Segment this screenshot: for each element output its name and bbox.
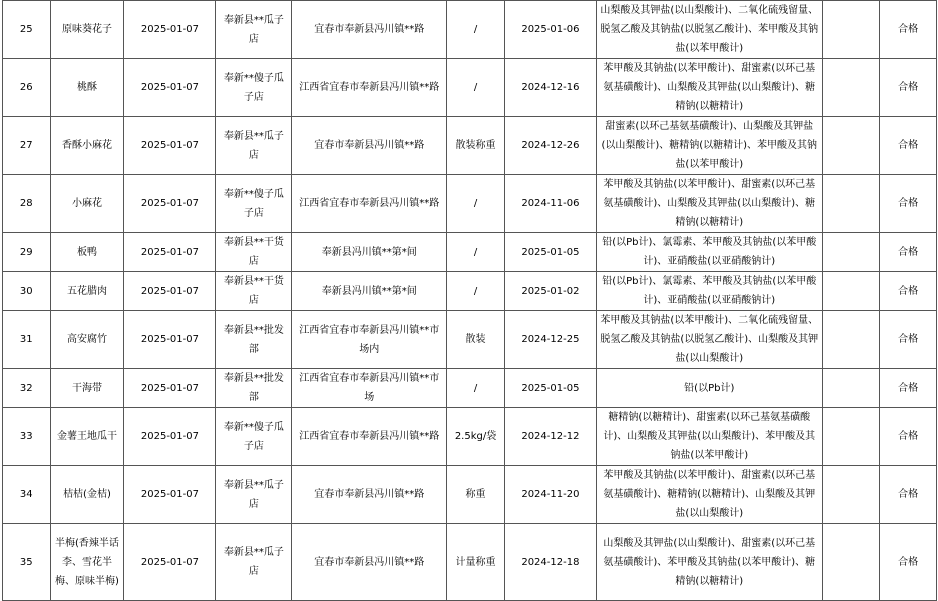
production-date: 2024-12-26 xyxy=(504,117,596,175)
table-row xyxy=(3,175,937,233)
sampling-date: 2025-01-07 xyxy=(124,466,216,524)
test-items: 苯甲酸及其钠盐(以苯甲酸计)、甜蜜素(以环己基氨基磺酸计)、山梨酸及其钾盐(以山梨酸计)、糖精钠(以糖精计) xyxy=(596,59,822,117)
blank-cell xyxy=(822,117,880,175)
result-status: 合格 xyxy=(880,408,937,466)
specification: 散装称重 xyxy=(447,117,505,175)
blank-cell xyxy=(822,59,880,117)
test-items: 糖精钠(以糖精计)、甜蜜素(以环己基氨基磺酸计)、山梨酸及其钾盐(以山梨酸计)、苯甲酸及其钠盐(以苯甲酸计) xyxy=(596,408,822,466)
result-status: 合格 xyxy=(880,59,937,117)
sampling-date: 2025-01-07 xyxy=(124,117,216,175)
sampling-date: 2025-01-07 xyxy=(124,408,216,466)
row-number: 25 xyxy=(3,1,51,59)
product-name: 半梅(香辣半话李、雪花半梅、原味半梅) xyxy=(50,524,124,601)
blank-cell xyxy=(822,233,880,272)
specification: 计量称重 xyxy=(447,524,505,601)
blank-cell xyxy=(822,369,880,408)
test-items: 山梨酸及其钾盐(以山梨酸计)、二氧化硫残留量、脱氢乙酸及其钠盐(以脱氢乙酸计)、苯甲酸及其钠盐(以苯甲酸计) xyxy=(596,1,822,59)
sampled-shop: 奉新**傻子瓜子店 xyxy=(216,408,292,466)
blank-cell xyxy=(822,408,880,466)
shop-address: 宜春市奉新县冯川镇**路 xyxy=(292,1,447,59)
row-number: 28 xyxy=(3,175,51,233)
product-name: 金薯王地瓜干 xyxy=(50,408,124,466)
row-number: 34 xyxy=(3,466,51,524)
production-date: 2025-01-06 xyxy=(504,1,596,59)
test-items: 山梨酸及其钾盐(以山梨酸计)、甜蜜素(以环己基氨基磺酸计)、苯甲酸及其钠盐(以苯甲酸计)、糖精钠(以糖精计) xyxy=(596,524,822,601)
production-date: 2025-01-05 xyxy=(504,233,596,272)
row-number: 35 xyxy=(3,524,51,601)
product-name: 香酥小麻花 xyxy=(50,117,124,175)
shop-address: 江西省宜春市奉新县冯川镇**路 xyxy=(292,175,447,233)
result-status: 合格 xyxy=(880,272,937,311)
product-name: 桔桔(金桔) xyxy=(50,466,124,524)
test-items: 苯甲酸及其钠盐(以苯甲酸计)、二氧化硫残留量、脱氢乙酸及其钠盐(以脱氢乙酸计)、山梨酸及其钾盐(以山梨酸计) xyxy=(596,311,822,369)
sampling-date: 2025-01-07 xyxy=(124,311,216,369)
sampled-shop: 奉新**傻子瓜子店 xyxy=(216,59,292,117)
specification: / xyxy=(447,272,505,311)
shop-address: 江西省宜春市奉新县冯川镇**市场 xyxy=(292,369,447,408)
production-date: 2025-01-02 xyxy=(504,272,596,311)
production-date: 2024-11-06 xyxy=(504,175,596,233)
shop-address: 江西省宜春市奉新县冯川镇**路 xyxy=(292,408,447,466)
sampling-date: 2025-01-07 xyxy=(124,233,216,272)
sampling-date: 2025-01-07 xyxy=(124,369,216,408)
table-row xyxy=(3,59,937,117)
result-status: 合格 xyxy=(880,1,937,59)
row-number: 33 xyxy=(3,408,51,466)
production-date: 2024-12-16 xyxy=(504,59,596,117)
production-date: 2024-12-12 xyxy=(504,408,596,466)
table-row xyxy=(3,466,937,524)
result-status: 合格 xyxy=(880,369,937,408)
sampled-shop: 奉新县**瓜子店 xyxy=(216,1,292,59)
table-row xyxy=(3,369,937,408)
table-row xyxy=(3,233,937,272)
table-row xyxy=(3,1,937,59)
specification: / xyxy=(447,233,505,272)
blank-cell xyxy=(822,466,880,524)
result-status: 合格 xyxy=(880,233,937,272)
sampling-date: 2025-01-07 xyxy=(124,524,216,601)
result-status: 合格 xyxy=(880,175,937,233)
shop-address: 宜春市奉新县冯川镇**路 xyxy=(292,524,447,601)
product-name: 桃酥 xyxy=(50,59,124,117)
test-items: 铅(以Pb计) xyxy=(596,369,822,408)
result-status: 合格 xyxy=(880,466,937,524)
shop-address: 宜春市奉新县冯川镇**路 xyxy=(292,466,447,524)
blank-cell xyxy=(822,524,880,601)
specification: / xyxy=(447,369,505,408)
blank-cell xyxy=(822,272,880,311)
inspection-results-table xyxy=(2,0,937,601)
product-name: 五花腊肉 xyxy=(50,272,124,311)
row-number: 31 xyxy=(3,311,51,369)
specification: 称重 xyxy=(447,466,505,524)
specification: / xyxy=(447,59,505,117)
shop-address: 奉新县冯川镇**第*间 xyxy=(292,272,447,311)
test-items: 苯甲酸及其钠盐(以苯甲酸计)、甜蜜素(以环己基氨基磺酸计)、糖精钠(以糖精计)、山梨酸及其钾盐(以山梨酸计) xyxy=(596,466,822,524)
test-items: 铅(以Pb计)、氯霉素、苯甲酸及其钠盐(以苯甲酸计)、亚硝酸盐(以亚硝酸钠计) xyxy=(596,272,822,311)
sampled-shop: 奉新**傻子瓜子店 xyxy=(216,175,292,233)
shop-address: 宜春市奉新县冯川镇**路 xyxy=(292,117,447,175)
test-items: 甜蜜素(以环己基氨基磺酸计)、山梨酸及其钾盐(以山梨酸计)、糖精钠(以糖精计)、苯甲酸及其钠盐(以苯甲酸计) xyxy=(596,117,822,175)
sampled-shop: 奉新县**瓜子店 xyxy=(216,524,292,601)
production-date: 2024-12-25 xyxy=(504,311,596,369)
table-row xyxy=(3,311,937,369)
specification: / xyxy=(447,1,505,59)
shop-address: 江西省宜春市奉新县冯川镇**市场内 xyxy=(292,311,447,369)
shop-address: 奉新县冯川镇**第*间 xyxy=(292,233,447,272)
table-row xyxy=(3,272,937,311)
product-name: 高安腐竹 xyxy=(50,311,124,369)
sampled-shop: 奉新县**瓜子店 xyxy=(216,117,292,175)
product-name: 小麻花 xyxy=(50,175,124,233)
table-row xyxy=(3,408,937,466)
blank-cell xyxy=(822,175,880,233)
sampled-shop: 奉新县**批发部 xyxy=(216,369,292,408)
specification: / xyxy=(447,175,505,233)
result-status: 合格 xyxy=(880,524,937,601)
result-status: 合格 xyxy=(880,117,937,175)
sampled-shop: 奉新县**瓜子店 xyxy=(216,466,292,524)
production-date: 2024-11-20 xyxy=(504,466,596,524)
sampling-date: 2025-01-07 xyxy=(124,1,216,59)
row-number: 29 xyxy=(3,233,51,272)
product-name: 原味葵花子 xyxy=(50,1,124,59)
product-name: 干海带 xyxy=(50,369,124,408)
sampling-date: 2025-01-07 xyxy=(124,175,216,233)
row-number: 27 xyxy=(3,117,51,175)
row-number: 30 xyxy=(3,272,51,311)
table-row xyxy=(3,524,937,601)
production-date: 2025-01-05 xyxy=(504,369,596,408)
row-number: 32 xyxy=(3,369,51,408)
blank-cell xyxy=(822,311,880,369)
product-name: 板鸭 xyxy=(50,233,124,272)
sampled-shop: 奉新县**干货店 xyxy=(216,272,292,311)
sampling-date: 2025-01-07 xyxy=(124,272,216,311)
test-items: 苯甲酸及其钠盐(以苯甲酸计)、甜蜜素(以环己基氨基磺酸计)、山梨酸及其钾盐(以山梨酸计)、糖精钠(以糖精计) xyxy=(596,175,822,233)
shop-address: 江西省宜春市奉新县冯川镇**路 xyxy=(292,59,447,117)
production-date: 2024-12-18 xyxy=(504,524,596,601)
table-row xyxy=(3,117,937,175)
test-items: 铅(以Pb计)、氯霉素、苯甲酸及其钠盐(以苯甲酸计)、亚硝酸盐(以亚硝酸钠计) xyxy=(596,233,822,272)
row-number: 26 xyxy=(3,59,51,117)
result-status: 合格 xyxy=(880,311,937,369)
sampled-shop: 奉新县**干货店 xyxy=(216,233,292,272)
specification: 散装 xyxy=(447,311,505,369)
sampled-shop: 奉新县**批发部 xyxy=(216,311,292,369)
blank-cell xyxy=(822,1,880,59)
sampling-date: 2025-01-07 xyxy=(124,59,216,117)
specification: 2.5kg/袋 xyxy=(447,408,505,466)
